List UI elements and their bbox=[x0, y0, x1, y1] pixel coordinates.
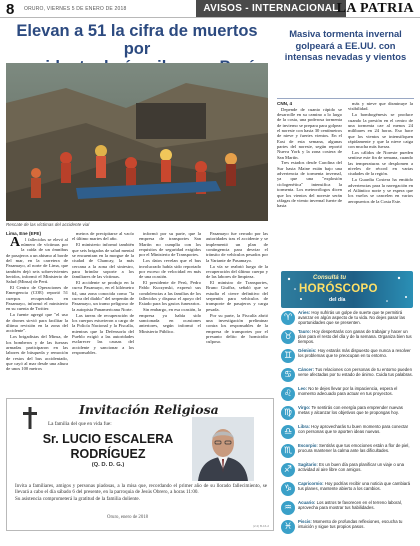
sign-prediction: Hoy sufrirás un golpe de suerte que te permitirá avanzar en algún aspecto de tu vida. No dejes pasar las oportunidades que se presenten. bbox=[298, 310, 406, 325]
religious-invitation bbox=[6, 398, 274, 531]
horoscope-sign-row bbox=[281, 500, 413, 516]
sign-text bbox=[298, 406, 413, 416]
sign-text bbox=[298, 311, 413, 326]
invitation-text bbox=[15, 483, 267, 502]
sidebar-paragraph: Los cálidos de Noreste pueden sentirse este fin de semana, cuando las temperaturas se desplomen a niveles de récord en varias ciudades de la región. bbox=[348, 150, 413, 177]
sign-name: Escorpio: bbox=[298, 443, 318, 448]
sign-name: Leo: bbox=[298, 386, 308, 391]
article-column-3 bbox=[139, 231, 201, 383]
page-header bbox=[0, 0, 420, 18]
article-paragraph: Por su parte, la Fiscalía abrió una investigación preliminar contra los responsables de la empresa de transportes por el presunto delito de homicidio culposo. bbox=[206, 312, 268, 345]
sign-prediction: Sentirás que tus emociones están a flor de piel, procura mantener la calma ante las dificultades. bbox=[298, 443, 410, 453]
horoscope-sign-row bbox=[281, 481, 413, 497]
sign-prediction: Te sentirás con energía para emprender nuevas metas y alcanzar los objetivos que te propongas hoy. bbox=[298, 405, 403, 415]
invitation-qddg: (Q. D. D. G.) bbox=[91, 462, 125, 468]
article-paragraph: El Centro de Operaciones de Emergencia (COE) reportó 51 cuerpos recuperados en Pasamayo, informó el ministerio en su cuenta de Twitter. bbox=[6, 285, 68, 312]
sign-name: Aries: bbox=[298, 310, 311, 315]
sign-name: Virgo: bbox=[298, 405, 311, 410]
sign-name: Sagitario: bbox=[298, 462, 318, 467]
zodiac-icon: ♑ bbox=[281, 482, 295, 496]
sign-text bbox=[298, 349, 413, 359]
sidebar-headline: Masiva tormenta invernal golpeará a EE.UU. con intensas nevadas y vientos bbox=[284, 28, 407, 62]
horoscope-sign-row bbox=[281, 367, 413, 383]
horoscope-sign-row bbox=[281, 386, 413, 402]
sign-prediction: No te dejes llevar por la impaciencia, espera el momento adecuado para actuar en tus proyectos. bbox=[298, 386, 398, 396]
sidebar-divider bbox=[277, 98, 414, 99]
article-byline: Lima, Ene (EFE) bbox=[6, 231, 41, 236]
horoscope-subtitle: del día bbox=[329, 297, 346, 303]
sign-prediction: Hoy aprovecharás tu buen momento para conectar con personas que te aporten ideas nuevas. bbox=[298, 424, 409, 434]
article-paragraph: metros de precipitarse al vacío el último martes del año. bbox=[72, 231, 134, 242]
sidebar-paragraph: Depende de cuanto rápido se desarrolle en su camino a lo largo de la costa, una poderosa tormenta de invierno se prepara para golpear el noreste con hasta 30 centímetros de nieve y fuertes vientos. En el East de esta semana, algunas partes del noreste, según reportó Nueva York y la zona costera de San Martín. bbox=[277, 106, 342, 160]
sign-prediction: Hoy despertarás con ganas de trabajar y hacer un plan para el resto del día y de la semana. Organiza bien tus tiempos. bbox=[298, 329, 412, 344]
sidebar-paragraph: La bombogénesis se produce cuando la presión en el centro de una tormenta cae al menos 24 milibares en 24 horas. Eso hace que los vientos se intensifiquen rápidamente y que la nieve caiga con mucha más fuerza. bbox=[348, 112, 413, 150]
sign-prediction: Momento de profundas reflexiones, escucha tu intuición y sigue tus propios pasos. bbox=[298, 519, 403, 529]
sidebar-article-body bbox=[277, 101, 414, 271]
cross-icon bbox=[23, 407, 37, 429]
zodiac-icon: ♊ bbox=[281, 349, 295, 363]
sign-name: Acuario: bbox=[298, 500, 316, 505]
sign-name: Cáncer: bbox=[298, 367, 315, 372]
deceased-name-line-1: Sr. LUCIO ESCALERA bbox=[42, 432, 174, 446]
horoscope-sign-row bbox=[281, 310, 413, 326]
horoscope-banner bbox=[281, 271, 413, 308]
sign-text bbox=[298, 482, 413, 492]
horoscope-box bbox=[281, 271, 413, 539]
sign-prediction: Tus relaciones con personas de tu entorno pueden verse afectadas por tu estado de ánimo. Cuida tus palabras. bbox=[298, 367, 413, 377]
zodiac-icon: ♎ bbox=[281, 425, 295, 439]
invitation-title: Invitación Religiosa bbox=[79, 402, 219, 417]
sign-text bbox=[298, 463, 413, 473]
sign-text bbox=[298, 425, 413, 435]
sign-text bbox=[298, 330, 413, 345]
article-column-4 bbox=[206, 231, 268, 383]
article-column-1 bbox=[6, 231, 68, 383]
article-paragraph: A l fallecidos se elevó al número de víctimas por la caída de un ómnibus de pasajeros a un abismo al borde del mar, en la carretera de Pasamayo, al norte de Lima, que también dejó seis sobrevivientes heridos, informó el Ministerio de Salud (Minsa) de Perú. bbox=[6, 234, 68, 285]
article-paragraph: El ministro de Transportes, Bruno Giuffra, señaló que se estudia el cierre definitivo del serpentín para vehículos de transporte de pasajeros y carga pesada. bbox=[206, 280, 268, 312]
article-paragraph: Los brigadistas del Minsa, de los bomberos y de las fuerzas armadas participaron en las labores de búsqueda y remoción de restos del bus accidentado, que cayó al mar desde una altura de unos 100 metros bbox=[6, 334, 68, 372]
horoscope-sign-row bbox=[281, 329, 413, 345]
zodiac-icon: ♉ bbox=[281, 330, 295, 344]
zodiac-icon: ♓ bbox=[281, 520, 295, 534]
sign-prediction: Hoy estarás más dispuesto que nunca a resolver los problemas que te preocupan en tu entorno. bbox=[298, 348, 411, 358]
horoscope-sign-row bbox=[281, 405, 413, 421]
sidebar-byline: CNN, 4 bbox=[277, 101, 293, 106]
zodiac-icon: ♋ bbox=[281, 368, 295, 382]
horoscope-sign-row bbox=[281, 519, 413, 535]
article-paragraph: Sin embargo, en esa ocasión, la empresa ya había sido sancionada en ocasiones anteriores, según informó el Ministerio Público. bbox=[139, 307, 201, 334]
zodiac-icon: ♏ bbox=[281, 444, 295, 458]
photo-caption: Rescate de las víctimas del accidente vial bbox=[6, 222, 90, 227]
sidebar-paragraph: más y nieve que disminuye la visibilidad. bbox=[348, 101, 413, 112]
sign-prediction: Hoy podrías recibir una noticia que cambiará tus planes, mantente abierto a los cambios. bbox=[298, 481, 411, 491]
main-headline-line-1: Elevan a 51 la cifra de muertos por bbox=[16, 22, 258, 58]
sign-name: Libra: bbox=[298, 424, 310, 429]
sign-name: Géminis: bbox=[298, 348, 317, 353]
article-paragraph: Los datos revelan que el bus involucrado había sido reportado por exceso de velocidad en más de una ocasión. bbox=[139, 258, 201, 280]
article-body bbox=[6, 231, 268, 383]
zodiac-icon: ♍ bbox=[281, 406, 295, 420]
sidebar-paragraph: Tres estados desde Carolina del Sur hasta Maine están bajo una advertencia de tormenta invernal, ya que una "explosión ciclogenética" intensifica la tormenta. Los meteorólogos dicen que los vientos del noreste serán ráfagas de viento invernal fuerte de hasta bbox=[277, 160, 342, 209]
article-paragraph: Las tareas de recuperación de los cuerpos estuvieron a cargo de la Policía Nacional y la Fiscalía, mientras que la Defensoría del Pueblo exigió a las autoridades esclarecer las causas del accidente y sancionar a los responsables. bbox=[72, 312, 134, 356]
horoscope-pre-title: Consultá tu bbox=[313, 275, 346, 281]
horoscope-sign-row bbox=[281, 348, 413, 364]
invitation-body: Invita a familiares, amigos y personas piadosas, a la misa que, recordando el primer año de su llorado fallecimiento, se llevará a cabo el día sábado 6 del presente, en la parroquia de Jesús Obrero, a horas 11:00. bbox=[15, 483, 267, 496]
invitation-thanks: Su asistencia comprometerá la gratitud de la familia doliente. bbox=[15, 495, 140, 502]
article-paragraph: informó por su parte, que la empresa de transportes San Martín no cumplía con los requisitos de seguridad exigidos por el Ministerio de Transportes. bbox=[139, 231, 201, 258]
zodiac-icon: ♈ bbox=[281, 311, 295, 325]
article-paragraph: El ministerio informó también que seis brigadas de salud mental se encuentran en la morgue de la ciudad de Chancay, la más cercana a la zona del siniestro, para brindar soporte a los familiares de las víctimas. bbox=[72, 242, 134, 280]
horoscope-sign-row bbox=[281, 462, 413, 478]
sign-text bbox=[298, 387, 413, 397]
invitation-reference: (2.2) B-16-2 bbox=[252, 524, 269, 528]
sidebar-column-2 bbox=[348, 101, 413, 271]
sign-text bbox=[298, 444, 413, 454]
sign-name: Piscis: bbox=[298, 519, 312, 524]
sign-name: Tauro: bbox=[298, 329, 312, 334]
horoscope-title: HORÓSCOPO bbox=[299, 283, 378, 295]
article-paragraph: Pasamayo fue cerrado por las autoridades tras el accidente y se implementó un plan de contingencia para desviar el tránsito de vehículos pesados por la Variante de Pasamayo. bbox=[206, 231, 268, 263]
sidebar-paragraph: La Guardia Costera ha emitido advertencias para la navegación en el Atlántico norte y se espera que los vuelos se cancelen en varios aeropuertos de la Costa Este. bbox=[348, 177, 413, 204]
zodiac-icon: ♒ bbox=[281, 501, 295, 515]
zodiac-icon: ♌ bbox=[281, 387, 295, 401]
horoscope-sign-row bbox=[281, 443, 413, 459]
dateline: ORURO, VIERNES 5 DE ENERO DE 2018 bbox=[24, 6, 127, 12]
article-paragraph: El accidente se produjo en la curva Pasamayo, en el kilómetro 64, una zona conocida como "la curva del diablo" del serpentín de Pasamayo, un tramo peligroso de la autopista Panamericana Norte. bbox=[72, 280, 134, 312]
deceased-name-line-2: RODRÍGUEZ bbox=[70, 447, 146, 461]
sign-text bbox=[298, 501, 413, 511]
page-number: 8 bbox=[6, 1, 15, 18]
section-label: AVISOS - INTERNACIONAL bbox=[196, 0, 346, 17]
masthead-logo: LA PATRIA bbox=[336, 1, 414, 16]
invitation-family-line: La familia del que en vida fue: bbox=[48, 421, 112, 427]
portrait-image bbox=[192, 417, 254, 481]
horoscope-sign-row bbox=[281, 424, 413, 440]
deceased-portrait bbox=[192, 417, 254, 481]
sign-prediction: Es un buen día para planificar un viaje o una actividad al aire libre con amigos. bbox=[298, 462, 405, 472]
invitation-place-date: Oruro, enero de 2018 bbox=[107, 515, 149, 520]
article-paragraph: El presidente de Perú, Pedro Pablo Kuczynski, expresó sus condolencias a las familias de los fallecidos y dispuso el apoyo del Estado para los gastos funerarios. bbox=[139, 280, 201, 307]
drop-cap: A bbox=[10, 234, 21, 250]
sign-name: Capricornio: bbox=[298, 481, 324, 486]
zodiac-icon: ♐ bbox=[281, 463, 295, 477]
article-paragraph: La vía se reabrió luego de la recuperación del último cuerpo y de las labores de limpieza. bbox=[206, 263, 268, 280]
article-paragraph: La fuente agregó que "el uso de drones sirvió para facilitar la última revisión en la zona del accidente". bbox=[6, 312, 68, 334]
sign-text bbox=[298, 368, 413, 378]
article-column-2 bbox=[72, 231, 134, 383]
sign-prediction: Los astros te favorecen en el terreno laboral, aprovecha para mostrar tus habilidades. bbox=[298, 500, 402, 510]
article-photo bbox=[6, 63, 268, 221]
sign-text bbox=[298, 520, 413, 530]
sidebar-column-1 bbox=[277, 101, 342, 271]
rescue-scene-image bbox=[6, 63, 268, 221]
